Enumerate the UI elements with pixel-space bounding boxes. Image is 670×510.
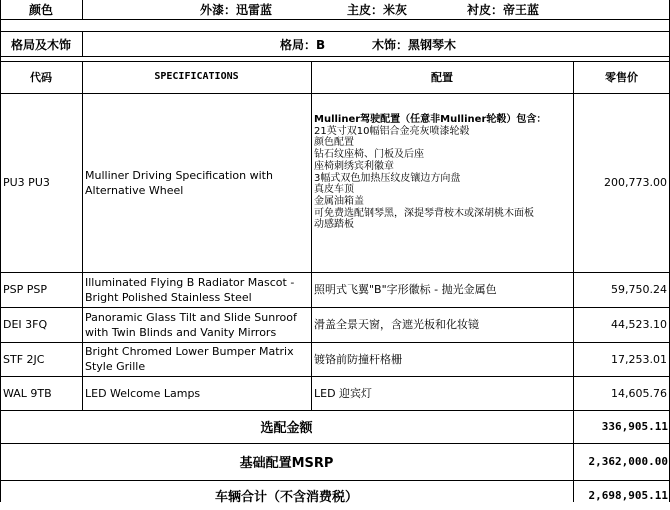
grid-line [0,307,670,308]
grid-line [0,61,670,62]
table-row-price: 200,773.00 [604,176,667,189]
vehicle-total-label: 车辆合计（不含消费税） [214,489,358,505]
table-row-spec: LED Welcome Lamps [85,386,201,400]
config-line: 真皮车顶 [314,184,354,196]
options-total-label: 选配金额 [260,421,313,436]
grid-line [0,410,670,411]
grid-line [0,443,670,444]
config-line: 座椅刺绣宾利徽章 [314,160,394,172]
grid-line [0,19,670,20]
base-msrp-value: 2,362,000.00 [588,455,668,468]
grid-line [0,31,670,32]
config-list [312,112,572,262]
grid-line [573,61,574,502]
config-line: 动感踏板 [314,219,354,231]
lining-leather: 衬皮：帝王蓝 [467,3,540,17]
vehicle-total-value: 2,698,905.11 [588,488,668,502]
grid-line [0,56,670,57]
table-row-code: PU3 PU3 [3,176,50,189]
table-row-config: 滑盖全景天窗，含遮光板和化妆镜 [314,318,479,331]
grid-line [0,376,670,377]
base-msrp-label: 基础配置MSRP [239,456,334,471]
config-title: Mulliner驾驶配置（任意非Mulliner轮毂）包含： [314,114,547,125]
options-total-value: 336,905.11 [601,420,668,433]
grid-line [0,0,1,502]
config-line: 金属油箱盖 [314,195,364,207]
grid-line [0,342,670,343]
table-row-spec: Bright Chromed Lower Bumper Matrix Style Grille [85,345,294,373]
config-line: 21英寸双10幅铝合金亮灰喷漆轮毂 [314,125,470,137]
layout-trim-label: 格局及木饰 [10,37,71,52]
grid-line [0,272,670,273]
grid-line [0,480,670,481]
config-line: 钻石纹座椅、门板及后座 [314,149,424,161]
grid-line [0,93,670,94]
table-row-price: 17,253.01 [611,352,667,366]
table-row-spec: Mulliner Driving Specification with Alternative Wheel [85,168,273,197]
table-row-config: 照明式飞翼"B"字形徽标 - 抛光金属色 [314,283,497,296]
layout-value: 格局：B [280,37,326,52]
config-line: 3幅式双色加热压纹皮镶边方向盘 [314,172,461,184]
table-row-config: LED 迎宾灯 [314,386,373,400]
grid-line [311,61,312,410]
table-row-price: 59,750.24 [611,283,667,296]
column-header-config: 配置 [431,70,453,84]
table-row-price: 14,605.76 [611,386,667,400]
exterior-color: 外漆：迅雷蓝 [200,3,273,17]
table-row-code: STF 2JC [3,352,45,366]
main-leather: 主皮：米灰 [347,3,408,17]
config-line: 可免费选配钢琴黑，深提琴背桉木或深胡桃木面板 [314,207,534,219]
grid-line [82,0,83,19]
grid-line [82,31,83,56]
color-label: 颜色 [28,3,53,17]
column-header-code: 代码 [30,70,52,84]
config-line: 颜色配置 [314,137,354,149]
table-row-spec: Panoramic Glass Tilt and Slide Sunroof with Twin Blinds and Vanity Mirrors [85,310,297,339]
table-row-code: WAL 9TB [3,386,52,400]
table-row-config: 镀铬前防撞杆格栅 [314,352,402,366]
table-row-code: DEI 3FQ [3,318,48,331]
column-header-specifications: SPECIFICATIONS [154,71,239,82]
table-row-code: PSP PSP [3,283,47,296]
table-row-price: 44,523.10 [611,318,667,331]
grid-line [82,61,83,410]
veneer-value: 木饰：黑钢琴木 [372,37,457,52]
table-row-spec: Illuminated Flying B Radiator Mascot - Bright Polished Stainless Steel [85,275,295,304]
column-header-price: 零售价 [605,70,638,84]
